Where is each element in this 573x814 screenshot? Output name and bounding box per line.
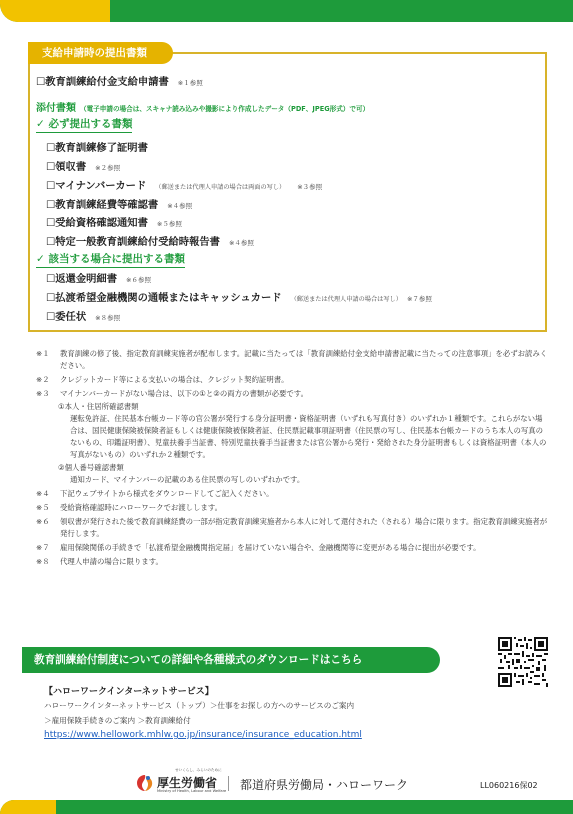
required-item-label: ☐マイナンバーカード	[46, 180, 147, 192]
required-heading: ✓ 必ず提出する書類	[36, 116, 132, 133]
footnote-sub-body: 運転免許証、住民基本台帳カード等の官公署が発行する身分証明書・資格証明書（いずれも写真付き）のいずれか１種類です。これらがない場合は、国民健康保険被保険者証もしくは健康保険被保険者証、住民票記載事項証明書（住民票の写し、住民基本台帳カードのうち本人の写真のないもの、印鑑証明書）、児童扶養手当証書、特別児童扶養手当証書または官公署から発行・発給された身分証明書もしくは資格証明書（本人の写真がないもの）のいずれか２種類です。	[70, 414, 547, 459]
footnote-sub-body: 通知カード、マイナンバーの記載のある住民票の写しのいずれかです。	[70, 475, 305, 484]
attachments-note: （電子申請の場合は、スキャナ読み込みや撮影により作成したデータ（PDF、JPEG形式）で可）	[80, 105, 370, 113]
footnote-text: 代理人申請の場合に限ります。	[60, 557, 163, 566]
navigation-path-line: ハローワークインターネットサービス（トップ）＞仕事をお探しの方へのサービスのご案内	[44, 701, 355, 710]
documents-box-title: 支給申請時の提出書類	[28, 42, 173, 64]
required-item	[46, 158, 120, 173]
footer-divider	[228, 776, 229, 791]
footnote-text: 下記ウェブサイトから様式をダウンロードしてご記入ください。	[60, 489, 274, 498]
download-banner: 教育訓練給付制度についての詳細や各種様式のダウンロードはこちら	[22, 647, 440, 673]
conditional-item-note: ※８参照	[95, 314, 121, 322]
footnote	[36, 516, 548, 540]
conditional-item	[46, 270, 151, 285]
required-item	[46, 177, 322, 192]
required-item	[46, 196, 192, 211]
ministry-name: 厚生労働省	[157, 776, 218, 790]
ministry-english-name: Ministry of Health, Labour and Welfare	[157, 789, 227, 793]
navigation-path-line: ＞雇用保険手続きのご案内 ＞教育訓練給付	[44, 716, 191, 725]
required-item-note: ※２参照	[95, 164, 121, 172]
footnote-number: ※８	[36, 557, 50, 566]
conditional-item	[46, 289, 432, 304]
required-item-label: ☐特定一般教育訓練給付受給時報告書	[46, 236, 220, 248]
top-bar-yellow	[0, 0, 110, 22]
footnote-sub-title: ①本人・住居所確認書類	[58, 402, 139, 411]
required-item-label: ☐教育訓練経費等確認書	[46, 199, 159, 211]
hellowork-url-link[interactable]: https://www.hellowork.mhlw.go.jp/insurance/insurance_education.html	[44, 730, 362, 740]
required-item-label: ☐教育訓練修了証明書	[46, 142, 148, 154]
qr-code-icon[interactable]	[498, 637, 548, 687]
document-code: LL060216保02	[480, 781, 538, 790]
footnotes	[36, 348, 548, 568]
top-decorative-bar	[0, 0, 573, 22]
required-item-label: ☐領収書	[46, 161, 87, 173]
footnote	[36, 388, 548, 400]
conditional-item	[46, 308, 120, 323]
conditional-item-label: ☐委任状	[46, 311, 87, 323]
conditional-heading: ✓ 該当する場合に提出する書類	[36, 251, 185, 268]
required-item-note: ※４参照	[167, 202, 193, 210]
footnote-number: ※７	[36, 543, 50, 552]
required-item	[46, 139, 148, 154]
required-item	[46, 233, 254, 248]
footer-organization: 都道府県労働局・ハローワーク	[240, 778, 409, 792]
required-item-note: ※５参照	[156, 220, 182, 228]
ministry-logo-icon	[136, 773, 154, 793]
footnote-text: 雇用保険関係の手続きで「払渡希望金融機関指定届」を届けていない場合や、金融機関等に変更がある場合に提出が必要です。	[60, 543, 481, 552]
service-title: 【ハローワークインターネットサービス】	[44, 687, 214, 697]
bottom-decorative-bar	[0, 800, 573, 814]
footnote	[36, 502, 548, 514]
conditional-item-sub: （郵送または代理人申請の場合は写し）	[290, 296, 402, 303]
required-item-note: ※４参照	[228, 239, 254, 247]
required-item	[46, 214, 182, 229]
footnote-number: ※４	[36, 489, 50, 498]
footnote	[36, 488, 548, 500]
conditional-item-note: ※６参照	[126, 276, 151, 284]
main-form-note: ※１参照	[177, 79, 203, 87]
attachments-heading-row	[36, 96, 369, 115]
bottom-bar-green	[0, 800, 573, 814]
main-form-label: ☐教育訓練給付金支給申請書	[36, 76, 169, 88]
bottom-bar-yellow	[0, 800, 56, 814]
conditional-item-label: ☐返還金明細書	[46, 273, 118, 285]
footnote-text: 教育訓練の修了後、指定教育訓練実施者が配布します。記載に当たっては「教育訓練給付金支給申請書記載に当たっての注意事項」を必ずお読みください。	[60, 349, 548, 370]
attachments-heading: 添付書類	[36, 103, 76, 114]
ministry-logo	[136, 768, 228, 796]
main-form-item	[36, 73, 203, 88]
footnote-text: 領収書が発行された後で教育訓練経費の一部が指定教育訓練実施者から本人に対して還付された（される）場合に限ります。指定教育訓練実施者が発行します。	[60, 517, 548, 538]
footnote-text: マイナンバーカードがない場合は、以下の①と②の両方の書類が必要です。	[60, 389, 308, 398]
footnote-text: クレジットカード等による支払いの場合は、クレジット契約証明書。	[60, 375, 289, 384]
footnote	[36, 556, 548, 568]
footnote	[36, 374, 548, 386]
footnote-text: 受給資格確認時にハローワークでお渡しします。	[60, 503, 223, 512]
footnote-number: ※６	[36, 517, 50, 526]
footnote	[36, 542, 548, 554]
footnote	[36, 348, 548, 372]
footnote-number: ※５	[36, 503, 50, 512]
ministry-tagline: せいくらし、みらいのために	[175, 768, 222, 772]
footnote-number: ※２	[36, 375, 50, 384]
conditional-item-note: ※７参照	[406, 295, 432, 303]
footnote-sub-title: ②個人番号確認書類	[58, 463, 124, 472]
required-item-label: ☐受給資格確認通知書	[46, 217, 148, 229]
footnote-number: ※１	[36, 349, 50, 358]
conditional-item-label: ☐払渡希望金融機関の通帳またはキャッシュカード	[46, 292, 282, 304]
required-item-sub: （郵送または代理人申請の場合は両面の写し）	[155, 184, 286, 191]
required-item-note: ※３参照	[297, 183, 323, 191]
footnote-number: ※３	[36, 389, 50, 398]
